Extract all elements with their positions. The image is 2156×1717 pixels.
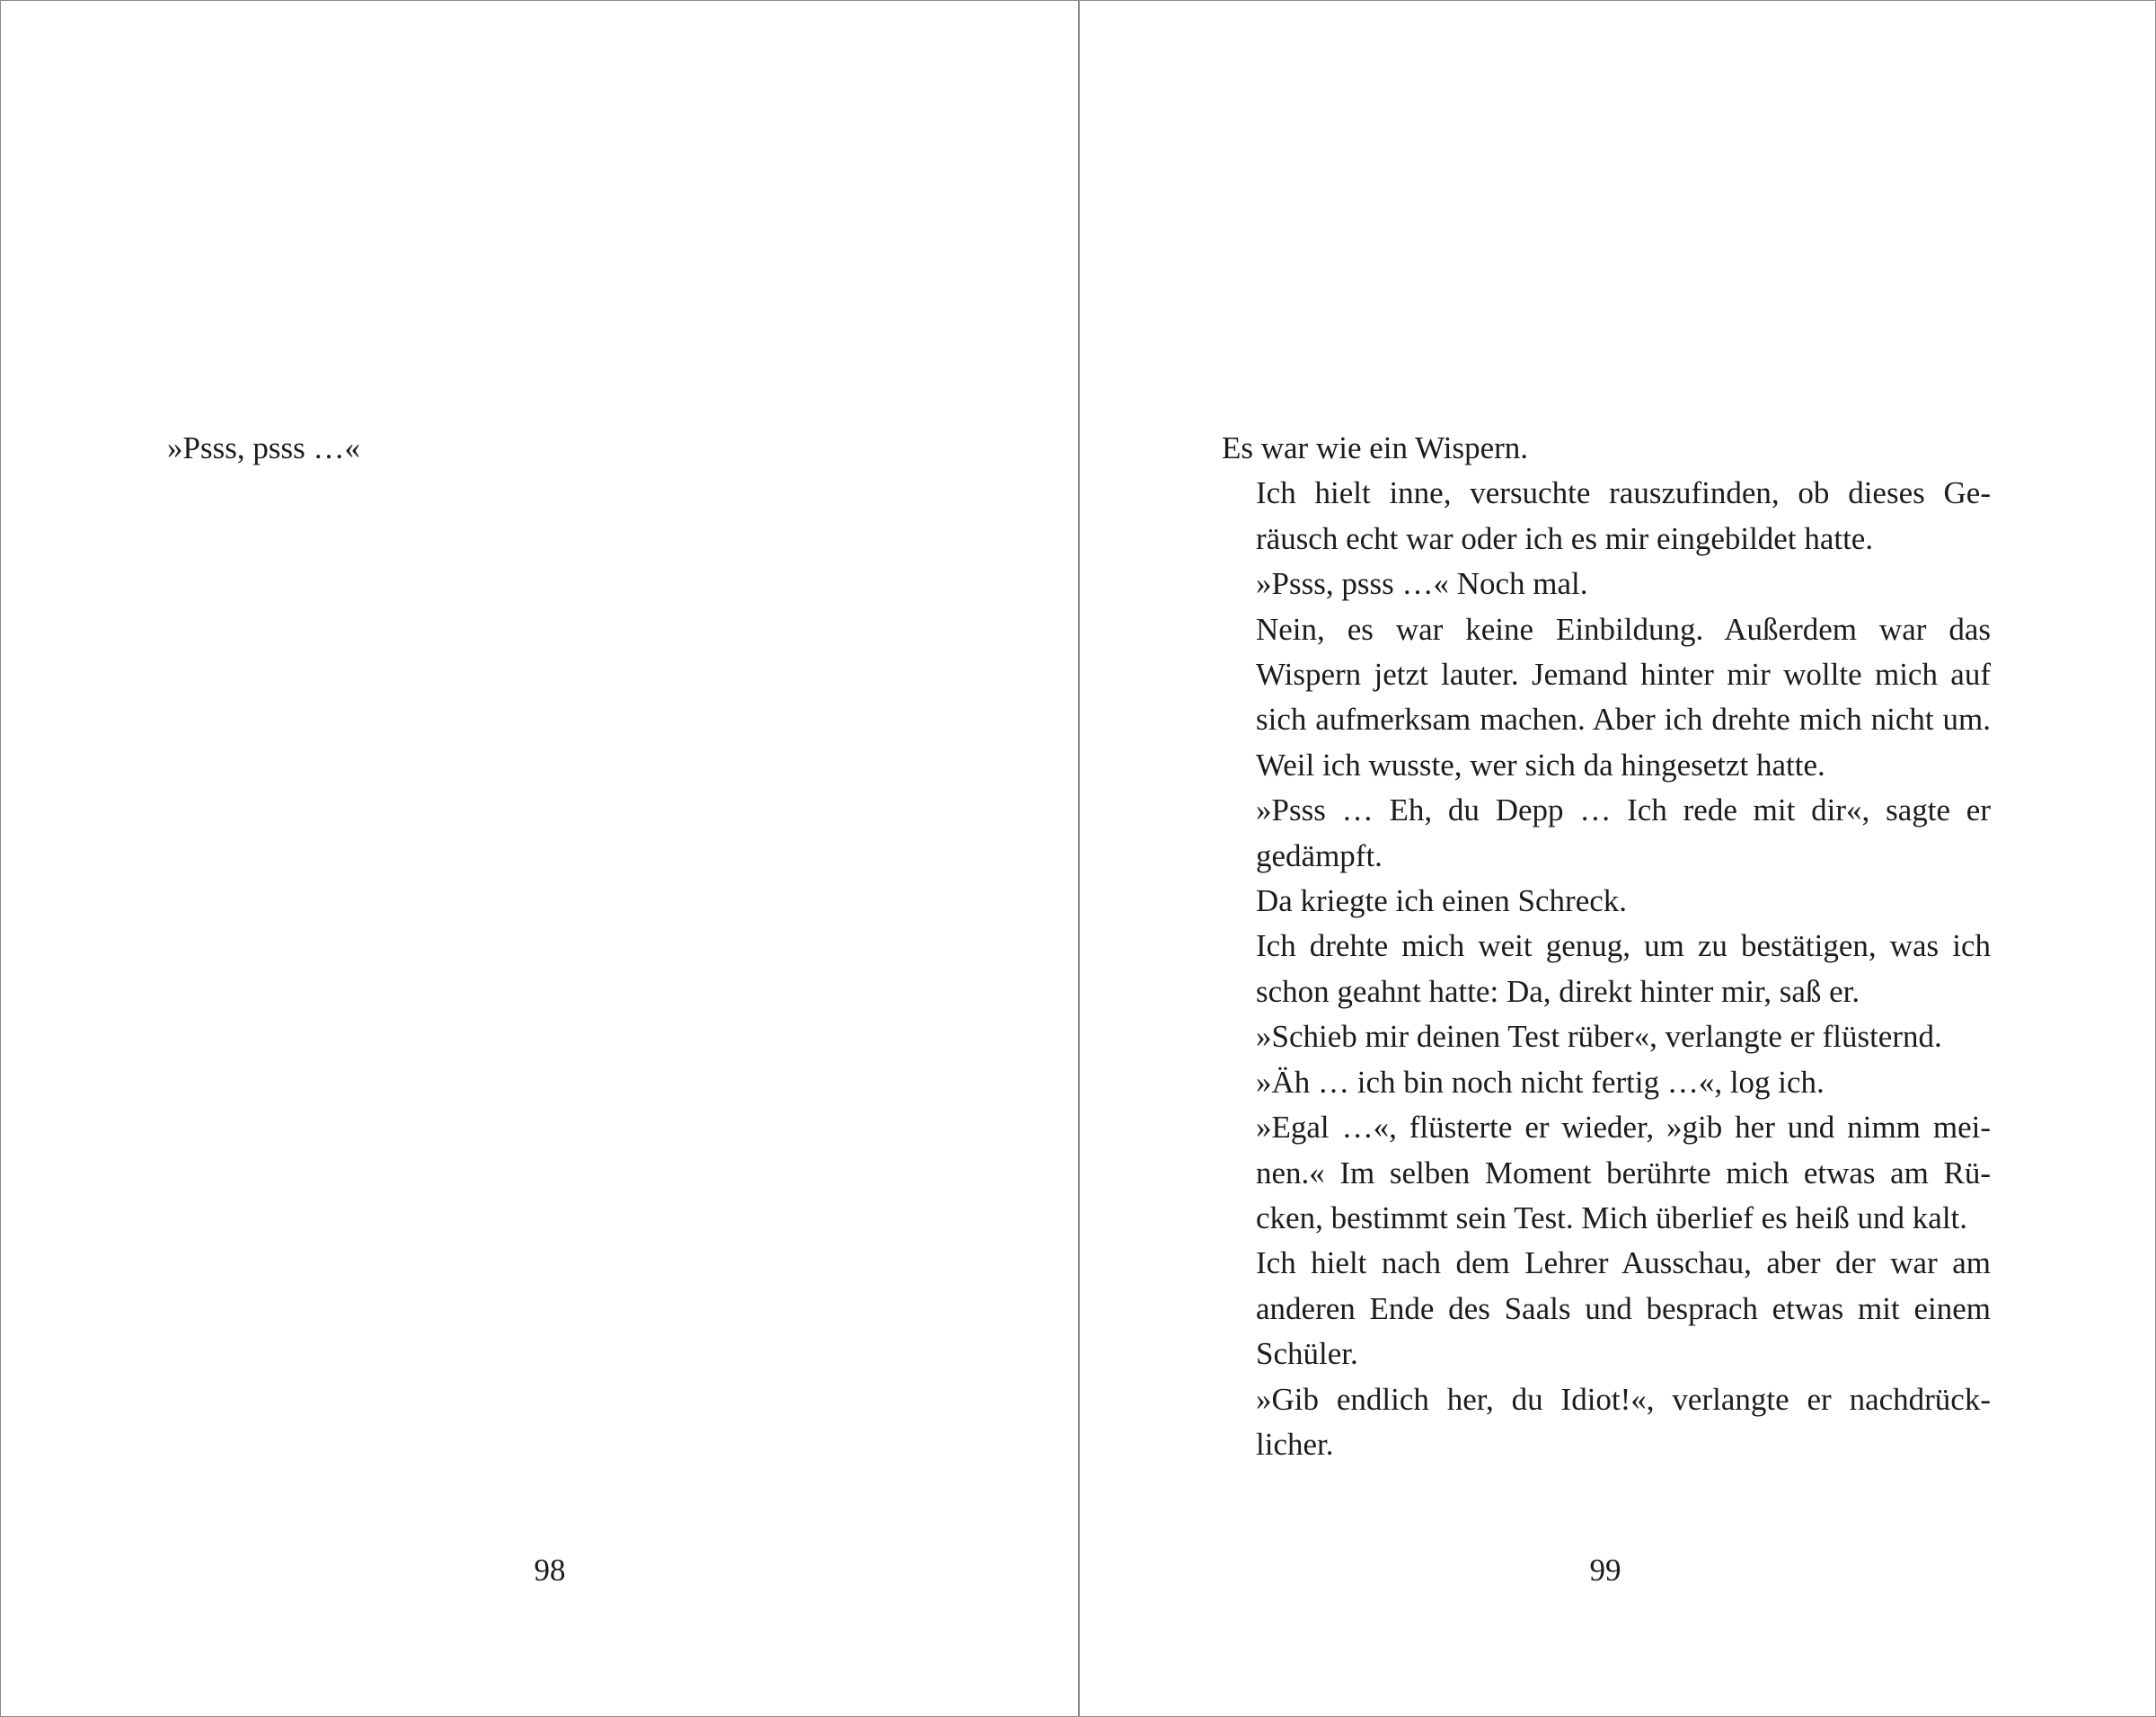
paragraph	[1222, 1060, 1991, 1105]
text-line: Da kriegte ich einen Schreck.	[1256, 883, 1628, 919]
text-line: Ich hielt inne, versuchte rauszufinden, ob dieses Ge-	[1256, 475, 1991, 511]
right-page-body-text	[1222, 426, 1991, 1467]
text-line: sich aufmerksam machen. Aber ich drehte mich nicht um.	[1256, 702, 1991, 738]
text-line: »Egal …«, flüsterte er wieder, »gib her und nimm mei-	[1256, 1110, 1991, 1146]
right-page	[1080, 0, 2156, 1717]
text-line: räusch echt war oder ich es mir eingebildet hatte.	[1256, 520, 1874, 556]
text-line: cken, bestimmt sein Test. Mich überlief es heiß und kalt.	[1256, 1199, 1968, 1235]
paragraph	[1222, 924, 1991, 1014]
paragraph	[1222, 426, 1991, 471]
text-line: schon geahnt hatte: Da, direkt hinter mir, saß er.	[1256, 973, 1860, 1009]
text-line: nen.« Im selben Moment berührte mich etwas am Rü-	[1256, 1155, 1991, 1190]
paragraph	[1222, 607, 1991, 789]
paragraph	[1222, 562, 1991, 606]
paragraph	[1222, 471, 1991, 562]
paragraph	[1222, 1377, 1991, 1468]
text-line: Wispern jetzt lauter. Jemand hinter mir wollte mich auf	[1256, 657, 1991, 693]
text-line: Es war wie ein Wispern.	[1222, 430, 1529, 465]
text-line: »Psss, psss …« Noch mal.	[1256, 566, 1588, 602]
text-line: Schüler.	[1256, 1336, 1358, 1372]
paragraph	[1222, 1105, 1991, 1241]
left-page-line: »Psss, psss …«	[167, 430, 360, 465]
text-line: licher.	[1256, 1426, 1334, 1462]
paragraph	[1222, 788, 1991, 879]
text-line: Ich drehte mich weit genug, um zu bestätigen, was ich	[1256, 928, 1991, 964]
text-line: »Schieb mir deinen Test rüber«, verlangte er flüsternd.	[1256, 1019, 1942, 1055]
text-line: »Gib endlich her, du Idiot!«, verlangte er nachdrück-	[1256, 1381, 1991, 1417]
text-line: »Psss … Eh, du Depp … Ich rede mit dir«, sagte er	[1256, 792, 1991, 828]
left-page-text	[167, 426, 360, 471]
text-line: Nein, es war keine Einbildung. Außerdem war das	[1256, 611, 1991, 647]
text-line: Weil ich wusste, wer sich da hingesetzt hatte.	[1256, 747, 1825, 783]
text-line: Ich hielt nach dem Lehrer Ausschau, aber der war am	[1256, 1245, 1991, 1281]
paragraph	[1222, 1014, 1991, 1059]
text-line: gedämpft.	[1256, 837, 1383, 873]
paragraph	[1222, 879, 1991, 924]
text-line: »Äh … ich bin noch nicht fertig …«, log ich.	[1256, 1064, 1825, 1100]
page-number-left: 98	[534, 1553, 566, 1588]
paragraph	[1222, 1241, 1991, 1376]
text-line: anderen Ende des Saals und besprach etwas mit einem	[1256, 1290, 1991, 1326]
page-number-right: 99	[1589, 1553, 1621, 1588]
